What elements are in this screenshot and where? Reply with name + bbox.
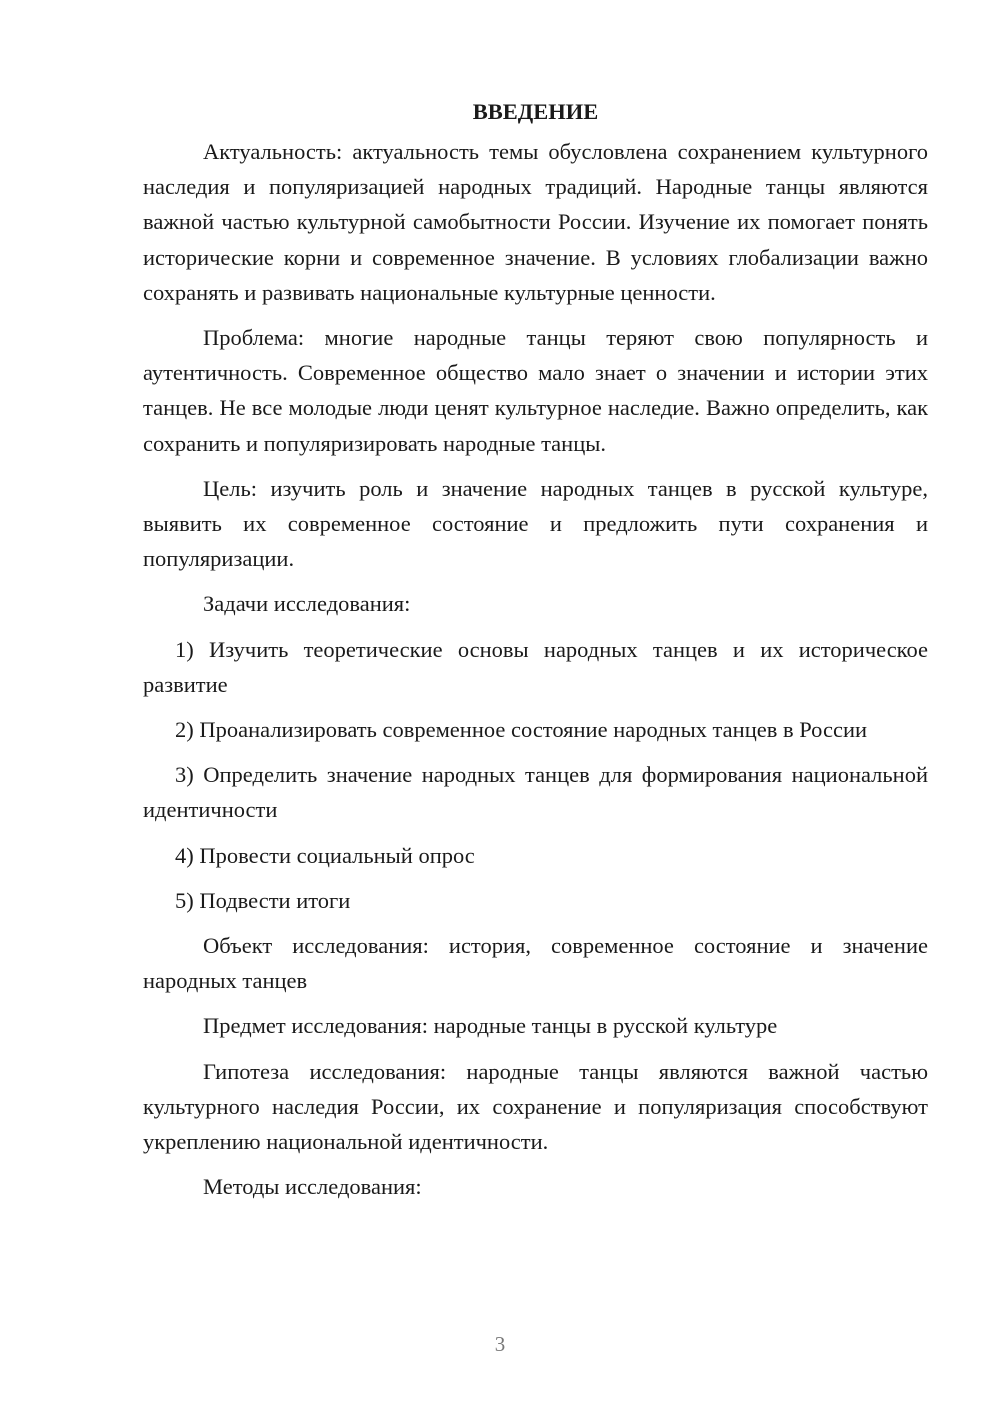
paragraph-hypothesis: Гипотеза исследования: народные танцы являются важной частью культурного наследия России, их сохранение и популяризация способствуют укреплению национальной идентичности. [143, 1058, 928, 1155]
task-item: 1) Изучить теоретические основы народных танцев и их историческое развитие [143, 636, 928, 697]
task-item: 3) Определить значение народных танцев для формирования национальной идентичности [143, 762, 928, 823]
paragraph-methods: Методы исследования: [203, 1174, 422, 1200]
task-item: 2) Проанализировать современное состояние народных танцев в России [175, 717, 868, 743]
task-item: 4) Провести социальный опрос [175, 842, 475, 868]
document-page [143, 92, 928, 1214]
paragraph-tasks-heading: Задачи исследования: [203, 591, 411, 617]
paragraph-problem: Проблема: многие народные танцы теряют свою популярность и аутентичность. Современное общество мало знает о значении и истории этих танцев. Не все молодые люди ценят культурное наследие. Важно определить, как сохранить и популяризировать народные танцы. [143, 325, 928, 456]
paragraph-goal: Цель: изучить роль и значение народных танцев в русской культуре, выявить их современное состояние и предложить пути сохранения и популяризации. [143, 475, 928, 572]
task-item: 5) Подвести итоги [175, 887, 351, 913]
section-title: ВВЕДЕНИЕ [472, 99, 599, 124]
paragraph-object: Объект исследования: история, современное состояние и значение народных танцев [143, 933, 928, 994]
paragraph-subject: Предмет исследования: народные танцы в русской культуре [203, 1013, 778, 1039]
page-number: 3 [494, 1332, 506, 1356]
paragraph-relevance: Актуальность: актуальность темы обусловлена сохранением культурного наследия и популяризацией народных традиций. Народные танцы являются важной частью культурной самобытности России. Изучение их помогает понять исторические корни и современное значение. В условиях глобализации важно сохранять и развивать национальные культурные ценности. [143, 139, 928, 305]
